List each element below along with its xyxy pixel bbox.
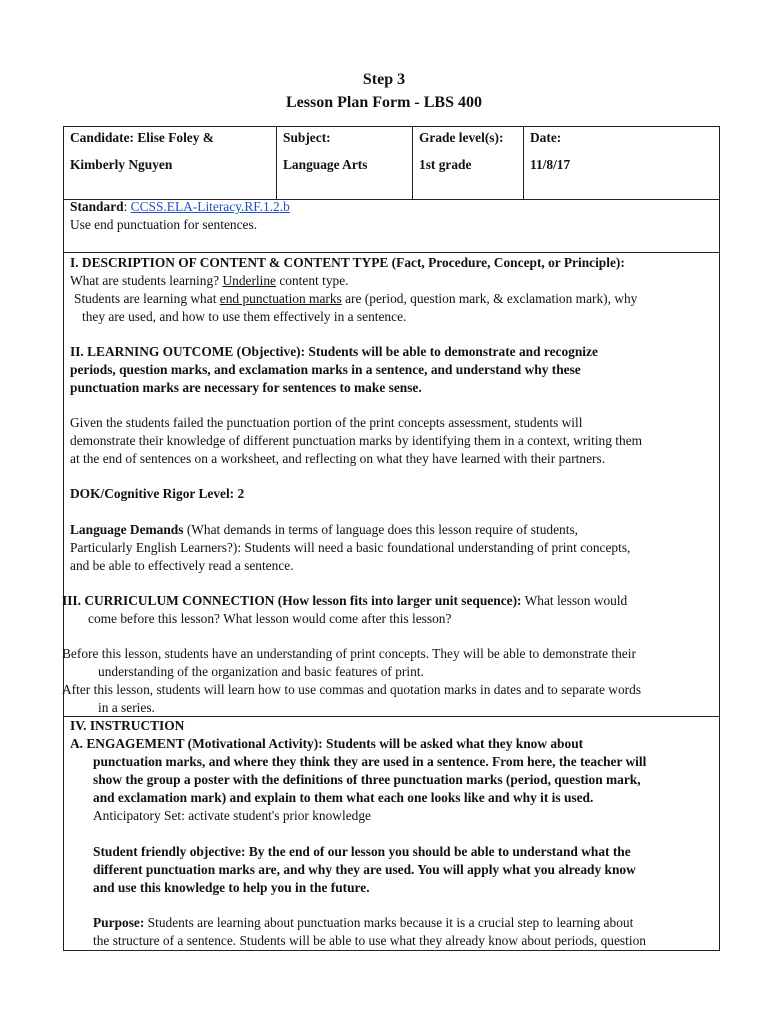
section2-objective-line3: punctuation marks are necessary for sentences to make sense. <box>70 380 422 395</box>
subject-label: Subject: <box>283 130 331 145</box>
language-demands-line3: and be able to effectively read a sentence. <box>70 558 294 573</box>
engagement-line2: punctuation marks, and where they think they are used in a sentence. From here, the teacher will <box>93 754 647 769</box>
section2-objective-line1: II. LEARNING OUTCOME (Objective): Students will be able to demonstrate and recognize <box>70 344 598 359</box>
candidate-label: Candidate: Elise Foley & <box>70 130 214 145</box>
section2-paragraph-line3: at the end of sentences on a worksheet, and reflecting on what they have learned with their partners. <box>70 451 606 466</box>
subject-value: Language Arts <box>283 156 368 172</box>
grade-cell <box>413 127 524 200</box>
form-title: Lesson Plan Form - LBS 400 <box>285 94 482 111</box>
content-section <box>63 252 720 717</box>
section3-heading: III. CURRICULUM CONNECTION (How lesson fits into larger unit sequence): What lesson would <box>62 593 628 608</box>
date-label: Date: <box>530 130 562 145</box>
engagement-line3: show the group a poster with the definitions of three punctuation marks (period, question mark, <box>93 772 641 787</box>
section1-heading: I. DESCRIPTION OF CONTENT & CONTENT TYPE (Fact, Procedure, Concept, or Principle): <box>70 255 625 270</box>
instruction-section <box>63 716 720 951</box>
purpose-line2: the structure of a sentence. Students will be able to use what they already know about periods, question <box>93 933 646 948</box>
step-heading: Step 3 <box>362 71 406 88</box>
section1-question: What are students learning? Underline content type. <box>70 273 349 288</box>
grade-label: Grade level(s): <box>419 130 504 145</box>
engagement-line4: and exclamation mark) and explain to them what each one looks like and why it is used. <box>93 790 594 805</box>
standard-label: Standard <box>70 199 124 214</box>
student-objective-line3: and use this knowledge to help you in the future. <box>93 880 370 895</box>
student-objective-line2: different punctuation marks are, and why they are used. You will apply what you already know <box>93 862 636 877</box>
standard-line: Standard: CCSS.ELA-Literacy.RF.1.2.b <box>70 199 290 214</box>
grade-value: 1st grade <box>419 156 472 172</box>
language-demands-line1: Language Demands (What demands in terms of language does this lesson require of students, <box>70 522 579 537</box>
date-cell <box>524 127 720 200</box>
standard-section <box>63 198 720 253</box>
section1-answer-line2: they are used, and how to use them effectively in a sentence. <box>82 309 407 324</box>
section4-heading: IV. INSTRUCTION <box>70 718 185 733</box>
anticipatory-set: Anticipatory Set: activate student's prior knowledge <box>93 808 371 823</box>
section2-paragraph-line1: Given the students failed the punctuation portion of the print concepts assessment, students will <box>70 415 583 430</box>
lesson-info-table <box>63 126 720 200</box>
section3-after-line2: in a series. <box>98 700 155 715</box>
section2-objective-line2: periods, question marks, and exclamation marks in a sentence, and understand why these <box>70 362 581 377</box>
engagement-line1: A. ENGAGEMENT (Motivational Activity): Students will be asked what they know about <box>70 736 584 751</box>
subject-cell <box>277 127 413 200</box>
section3-question-line2: come before this lesson? What lesson would come after this lesson? <box>88 611 452 626</box>
standard-text: Use end punctuation for sentences. <box>70 217 258 232</box>
section3-before-line2: understanding of the organization and basic features of print. <box>98 664 424 679</box>
section3-after-line1: After this lesson, students will learn how to use commas and quotation marks in dates and to separate words <box>62 682 642 697</box>
standard-link[interactable]: CCSS.ELA-Literacy.RF.1.2.b <box>130 199 290 214</box>
language-demands-line2: Particularly English Learners?): Students will need a basic foundational understanding of print concepts, <box>70 540 631 555</box>
candidate-name: Kimberly Nguyen <box>70 156 173 172</box>
dok-level: DOK/Cognitive Rigor Level: 2 <box>70 486 245 501</box>
purpose-line1: Purpose: Students are learning about punctuation marks because it is a crucial step to learning about <box>93 915 634 930</box>
section2-paragraph-line2: demonstrate their knowledge of different punctuation marks by identifying them in a context, writing them <box>70 433 643 448</box>
section3-before-line1: Before this lesson, students have an understanding of print concepts. They will be able to demonstrate their <box>62 646 636 661</box>
student-objective-line1: Student friendly objective: By the end of our lesson you should be able to understand what the <box>93 844 631 859</box>
candidate-cell <box>64 127 277 200</box>
section1-answer: Students are learning what end punctuation marks are (period, question mark, & exclamation mark), why <box>74 291 638 306</box>
date-value: 11/8/17 <box>530 156 571 172</box>
